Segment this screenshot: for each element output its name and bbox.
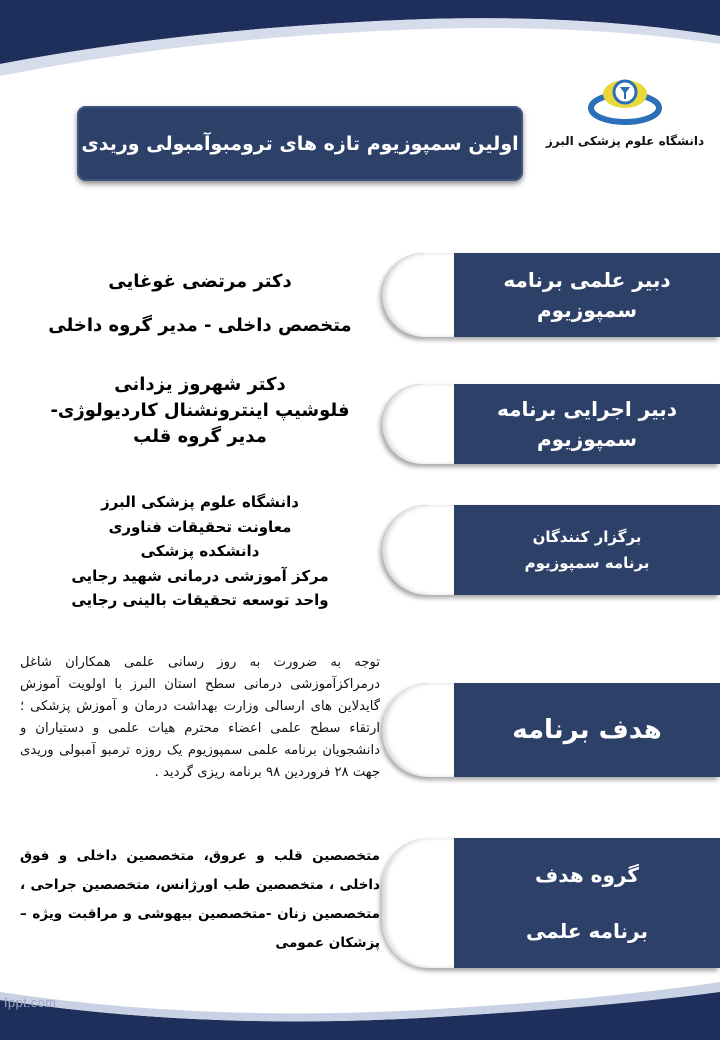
title-banner [77,106,523,181]
university-logo [585,70,665,130]
watermark: fppt.com [4,995,57,1010]
tab-line: دبیر علمی برنامه [503,268,671,292]
tab-organizers [382,505,720,595]
content-line: واحد توسعه تحقیقات بالینی رجایی [71,591,329,609]
tab-cap [382,384,454,464]
university-name: دانشگاه علوم پزشکی البرز [545,134,705,148]
content-line: مرکز آموزشی درمانی شهید رجایی [71,566,329,585]
tab-line: هدف برنامه [512,715,662,745]
content-line: معاونت تحقیقات فناوری [108,517,292,536]
tab-line: برنامه سمپوزیوم [524,554,650,572]
page-title: اولین سمپوزیوم تازه های ترومبوآمبولی وریدی [81,132,519,155]
bottom-wave-decoration [0,970,720,1040]
tab-line: دبیر اجرایی برنامه [496,397,678,421]
tab-line: سمپوزیوم [537,427,637,451]
tab-target-group [382,838,720,968]
tab-cap [382,505,454,595]
content-line: دانشکده پزشکی [140,542,260,560]
tab-program-goal [382,683,720,777]
content-line: مدیر گروه قلب [133,426,267,447]
tab-line: سمپوزیوم [537,298,637,322]
content-line: متخصص داخلی - مدیر گروه داخلی [48,315,352,336]
target-group-text: متخصصین قلب و عروق، متخصصین داخلی و فوق داخلی ، متخصصین طب اورژانس، متخصصین جراحی ، متخصصین زنان -متخصصین بیهوشی و مراقبت ویژه – پزشکان عمومی [20,848,380,951]
content-line: دکتر شهروز یزدانی [114,374,286,395]
tab-line: گروه هدف [535,863,639,887]
tab-scientific-secretary [382,253,720,337]
content-line: دانشگاه علوم پزشکی البرز [101,493,299,511]
tab-line: برگزار کنندگان [532,528,642,546]
executive-secretary-info [20,372,380,450]
tab-cap [382,838,454,968]
organizers-list [20,490,380,613]
program-goal-text: توجه به ضرورت به روز رسانی علمی همکاران شاغل درمراکزآموزشی درمانی سطح استان البرز با اولویت آموزش گایدلاین های ارسالی وزارت بهداشت درمان و آموزش پزشکی ؛ ارتقاء سطح علمی اعضاء محترم هیات علمی و دستیاران و دانشجویان برنامه علمی سمپوزیوم یک روزه ترمبو آمبولی وریدی جهت ۲۸ فروردین ۹۸ برنامه ریزی گردید . [20,655,380,780]
tab-executive-secretary [382,384,720,464]
tab-line: برنامه علمی [526,919,648,943]
scientific-secretary-info [20,260,380,348]
tab-cap [382,683,454,777]
tab-cap [382,253,454,337]
content-line: دکتر مرتضی غوغایی [108,271,292,292]
content-line: فلوشیپ اینترونشنال کاردیولوژی- [50,400,350,421]
